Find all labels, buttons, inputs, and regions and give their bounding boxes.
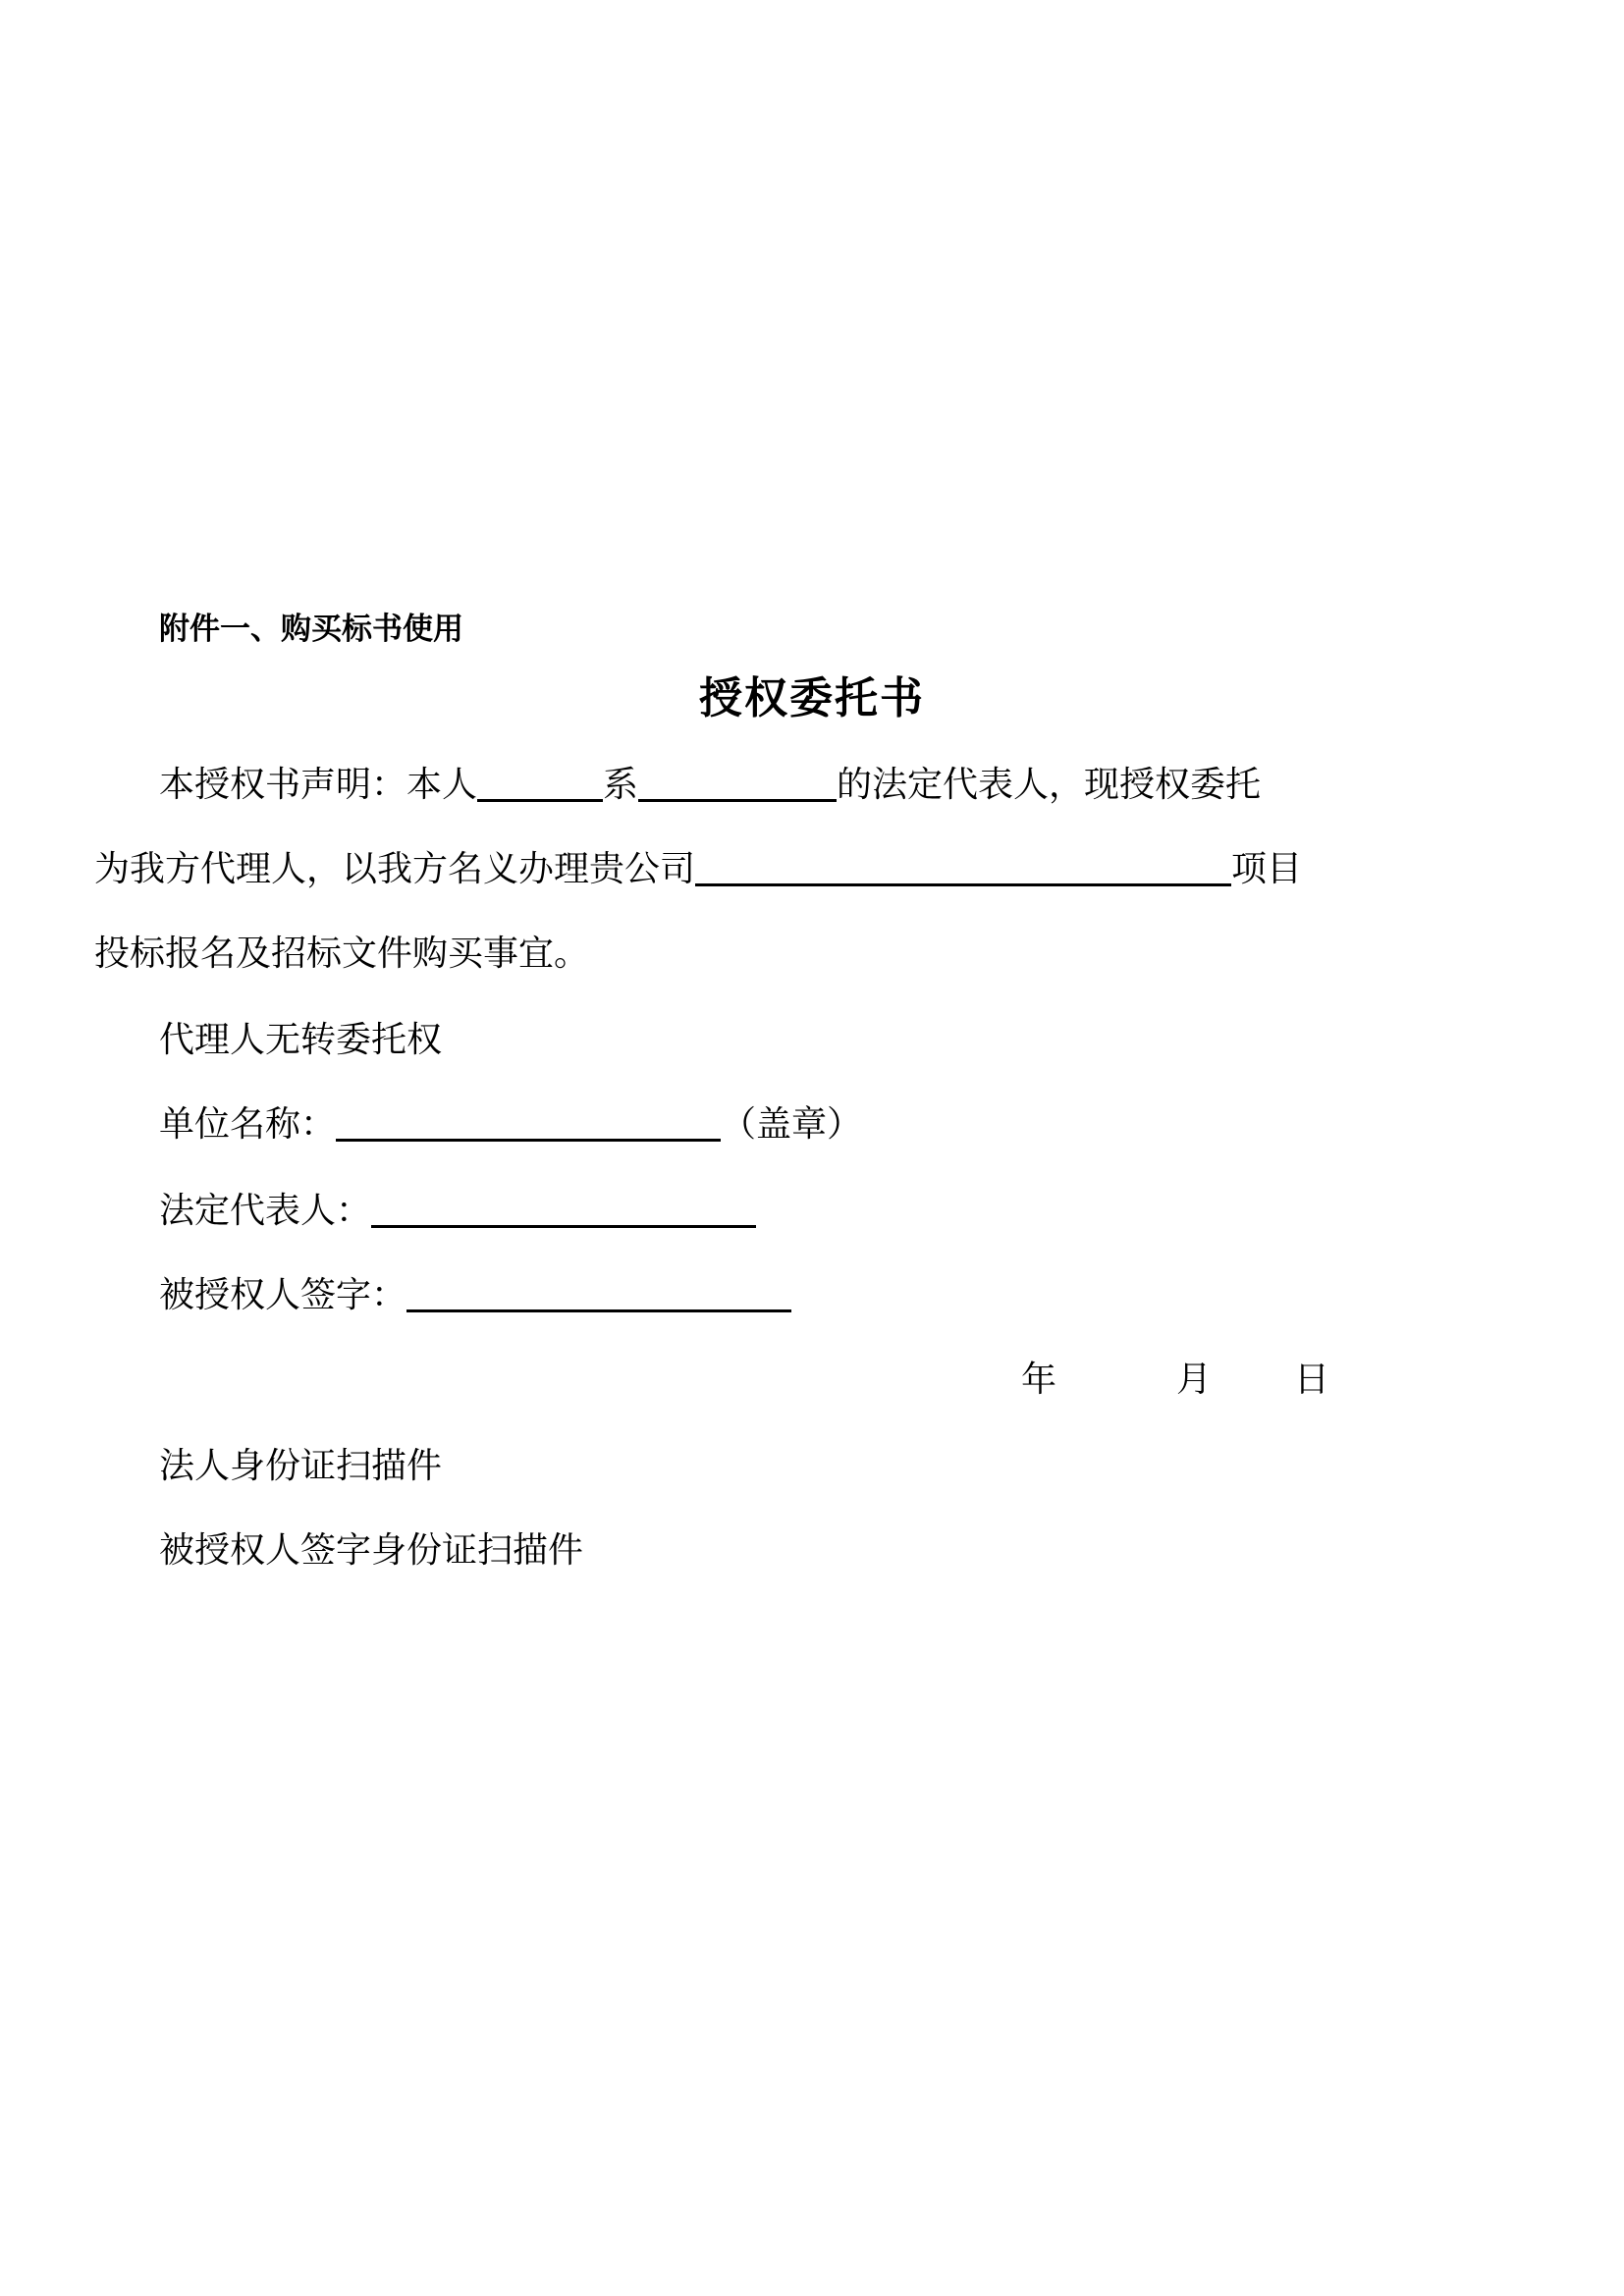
project-name-blank[interactable]	[695, 848, 1231, 886]
document-title: 授权委托书	[699, 673, 925, 723]
legal-rep-label: 法定代表人：	[159, 1191, 372, 1231]
unit-name-row	[159, 1101, 862, 1148]
date-month: 月	[1176, 1360, 1213, 1400]
principal-name-blank[interactable]	[477, 764, 603, 802]
seal-note: （盖章）	[721, 1104, 863, 1145]
statement-line-1	[159, 762, 1261, 809]
authorized-id-scan-note: 被授权人签字身份证扫描件	[159, 1530, 584, 1571]
authorized-sign-blank[interactable]	[406, 1274, 791, 1312]
statement-text-legal-rep: 的法定代表人，现授权委托	[837, 765, 1262, 805]
legal-rep-row	[159, 1188, 756, 1235]
legal-id-scan-note: 法人身份证扫描件	[159, 1446, 443, 1486]
unit-name-label: 单位名称：	[159, 1104, 337, 1145]
statement-text-agent: 为我方代理人，以我方名义办理贵公司	[94, 849, 696, 889]
attachment-heading: 附件一、购买标书使用	[159, 612, 463, 647]
statement-line-2	[94, 846, 1302, 893]
statement-text-declaration: 本授权书声明：本人	[159, 765, 478, 805]
statement-line-3: 投标报名及招标文件购买事宜。	[94, 934, 590, 974]
authorized-sign-row	[159, 1272, 791, 1319]
company-name-blank[interactable]	[638, 764, 837, 802]
statement-text-project: 项目	[1231, 849, 1303, 889]
date-year: 年	[1021, 1360, 1057, 1400]
no-subdelegation-note: 代理人无转委托权	[159, 1020, 443, 1060]
legal-rep-blank[interactable]	[371, 1190, 756, 1228]
statement-text-of: 系	[603, 765, 639, 805]
unit-name-blank[interactable]	[336, 1103, 721, 1142]
authorized-sign-label: 被授权人签字：	[159, 1275, 407, 1315]
date-day: 日	[1294, 1360, 1330, 1400]
